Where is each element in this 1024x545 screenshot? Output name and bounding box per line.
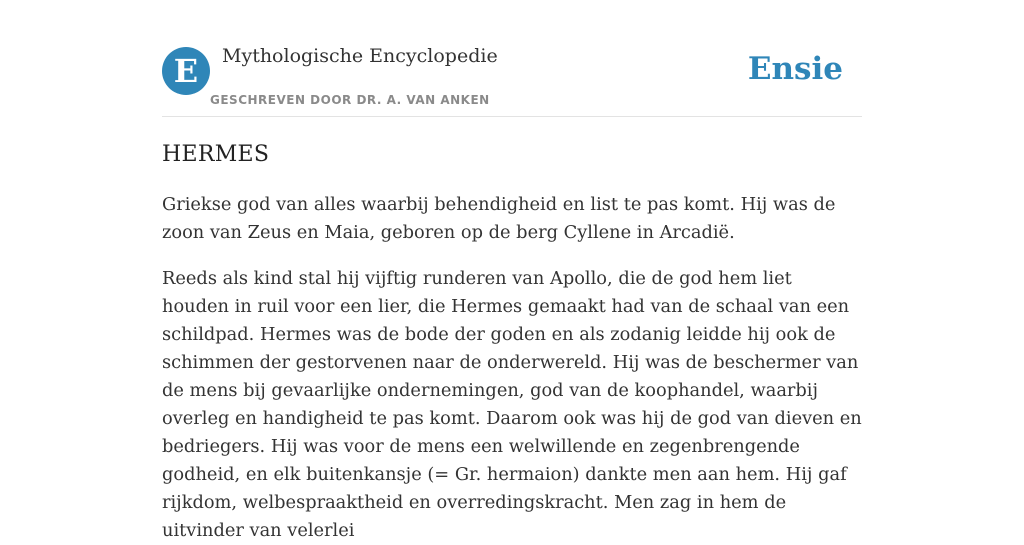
encyclopedia-title-link[interactable]: Mythologische Encyclopedie [222,45,498,67]
article-body [162,140,862,545]
ensie-brand-logo[interactable]: Ensie [747,51,843,87]
article-paragraph-1: Griekse god van alles waarbij behendigheid en list te pas komt. Hij was de zoon van Zeus en Maia, geboren op de berg Cyllene in Arcadië. [162,194,836,243]
article-paragraph-2: Reeds als kind stal hij vijftig runderen van Apollo, die de god hem liet houden in ruil voor een lier, die Hermes gemaakt had van de schaal van een schildpad. Hermes was de bode der goden en als zodanig leidde hij ook de schimmen der gestorvenen naar de onderwereld. Hij was de beschermer van de mens bij gevaarlijke ondernemingen, god van de koophandel, waarbij overleg en handigheid te pas komt. Daarom ook was hij de god van dieven en bedriegers. Hij was voor de mens een welwillende en zegenbrengende godheid, en elk buitenkansje (= Gr. hermaion) dankte men aan hem. Hij gaf rijkdom, welbespraaktheid en overredingskracht. Men zag in hem de uitvinder van velerlei [162,268,862,541]
page-header [162,0,862,117]
author-byline: GESCHREVEN DOOR DR. A. VAN ANKEN [210,93,490,107]
encyclopedia-logo-icon[interactable]: E [162,47,210,95]
article-headword: HERMES [162,142,270,167]
